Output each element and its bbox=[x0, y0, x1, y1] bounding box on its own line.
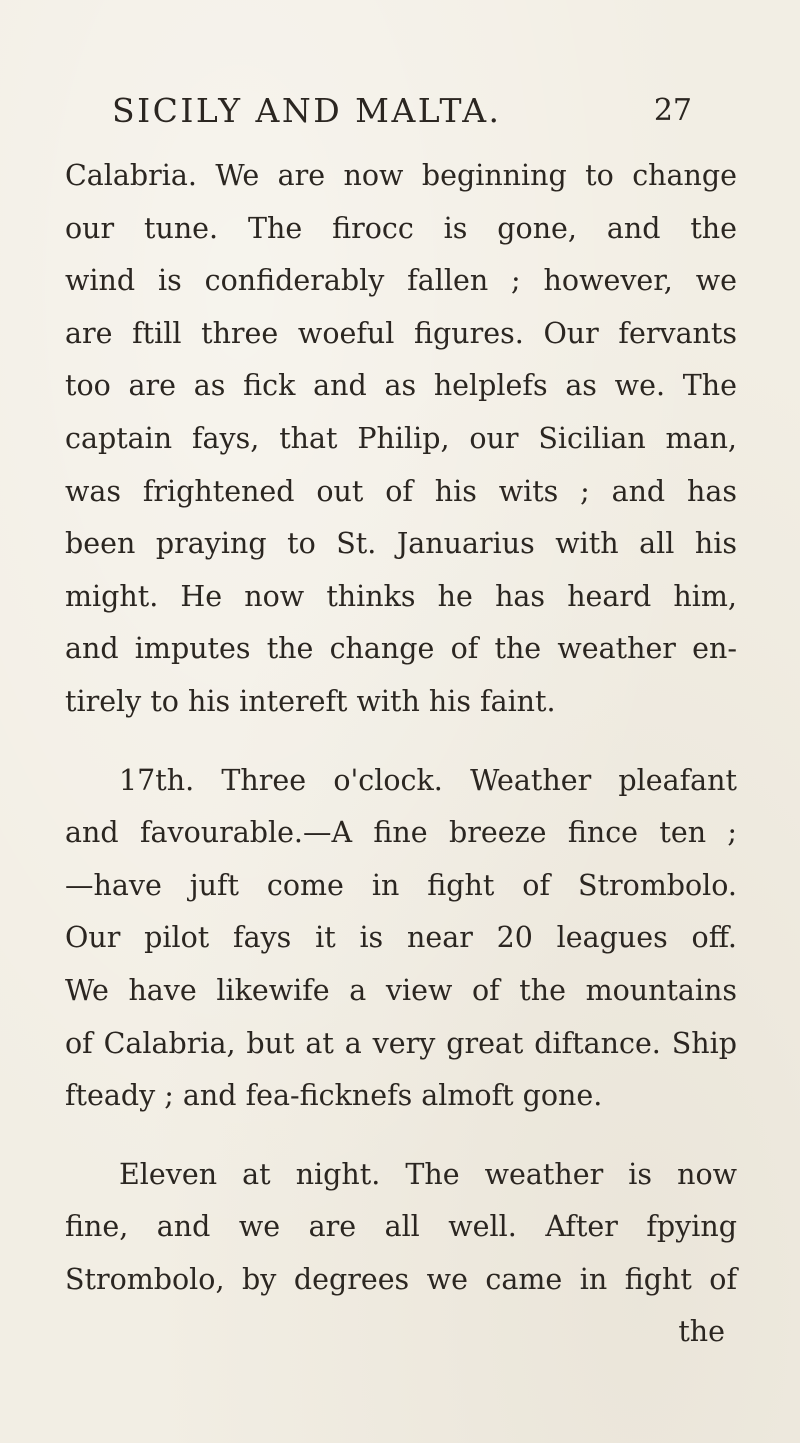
text-line: too are as fick and as helplefs as we. The bbox=[65, 369, 737, 403]
catchword: the bbox=[678, 1315, 725, 1349]
text-line: fine, and we are all well. After fpying bbox=[65, 1210, 737, 1244]
page-number: 27 bbox=[653, 93, 692, 128]
text-line: wind is confiderably fallen ; however, we bbox=[65, 264, 737, 298]
text-line: tirely to his intereft with his faint. bbox=[65, 684, 556, 718]
text-line: Eleven at night. The weather is now bbox=[119, 1157, 737, 1191]
text-line: Our pilot fays it is near 20 leagues off. bbox=[65, 921, 737, 955]
text-line: was frightened out of his wits ; and has bbox=[65, 474, 737, 508]
text-line: might. He now thinks he has heard him, bbox=[65, 579, 737, 613]
text-line: been praying to St. Januarius with all his bbox=[65, 527, 737, 561]
text-line: 17th. Three o'clock. Weather pleafant bbox=[119, 763, 737, 797]
running-head bbox=[112, 86, 692, 136]
paragraph-gap bbox=[65, 1123, 737, 1149]
paragraph-calabria bbox=[65, 150, 737, 729]
text-line: Calabria. We are now beginning to change bbox=[65, 159, 737, 192]
text-line: We have likewife a view of the mountains bbox=[65, 973, 737, 1007]
text-line: of Calabria, but at a very great diftance. Ship bbox=[65, 1026, 737, 1060]
text-line: —have juft come in fight of Strombolo. bbox=[65, 868, 737, 902]
text-line: Strombolo, by degrees we came in fight of bbox=[65, 1262, 737, 1296]
body-text bbox=[65, 150, 737, 1359]
paragraph-17th bbox=[65, 755, 737, 1123]
paragraph-gap bbox=[65, 729, 737, 755]
text-line: our tune. The firocc is gone, and the bbox=[65, 211, 737, 245]
text-line: and favourable.—A fine breeze fince ten ; bbox=[65, 816, 737, 850]
text-line: fteady ; and fea-ficknefs almoft gone. bbox=[65, 1079, 603, 1113]
text-line: are ftill three woeful figures. Our fervants bbox=[65, 316, 737, 350]
text-line: captain fays, that Philip, our Sicilian man, bbox=[65, 421, 737, 455]
text-line: and imputes the change of the weather en- bbox=[65, 632, 737, 666]
running-title: SICILY AND MALTA. bbox=[112, 91, 502, 130]
paragraph-eleven-at-night bbox=[65, 1149, 737, 1307]
